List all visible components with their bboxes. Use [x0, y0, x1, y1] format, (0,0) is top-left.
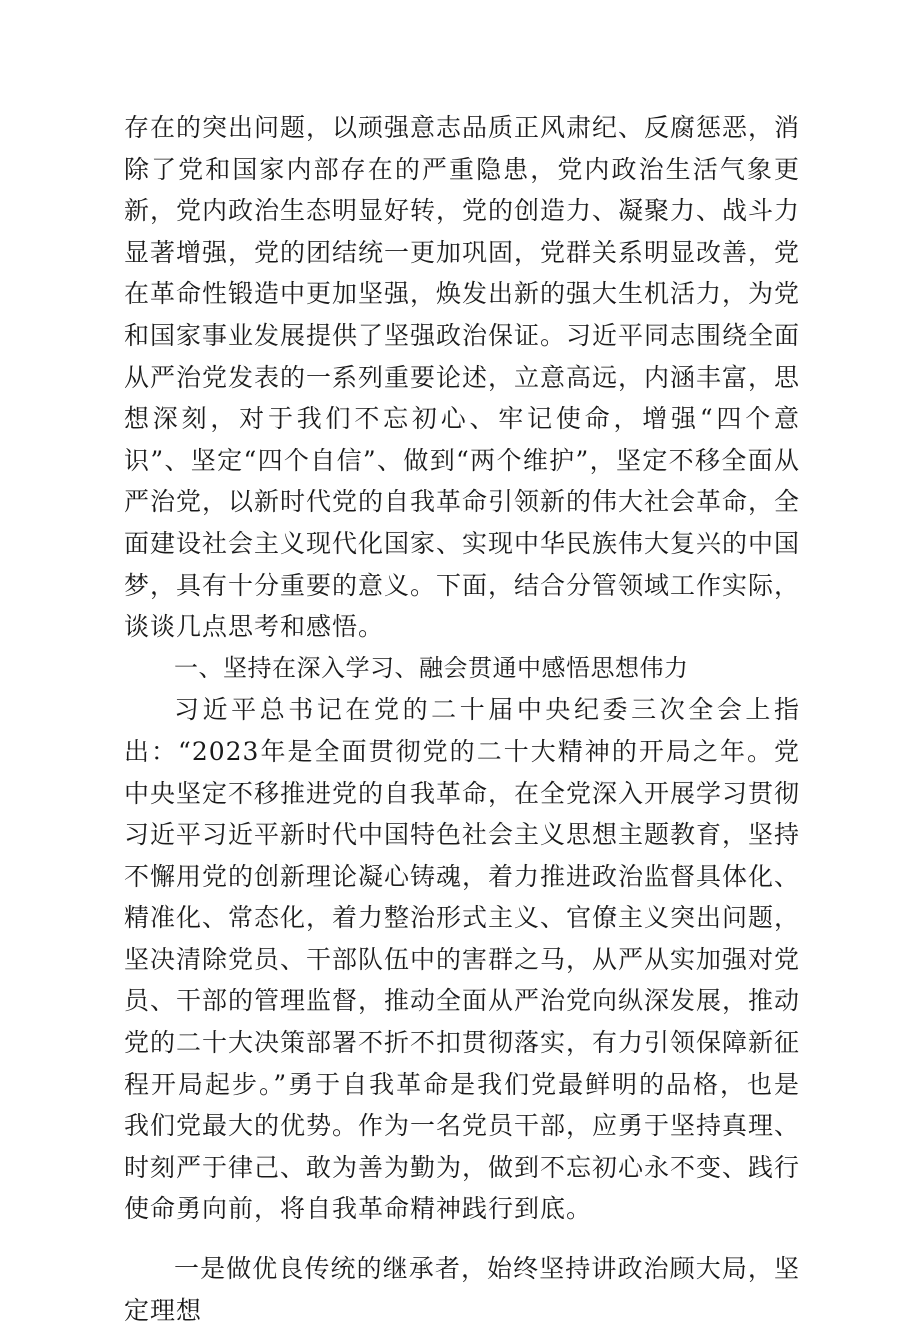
paragraph-spacer	[124, 1230, 800, 1248]
section-heading: 一、坚持在深入学习、融会贯通中感悟思想伟力	[174, 653, 689, 682]
document-body	[124, 107, 800, 1331]
paragraph-point-one: 一是做优良传统的继承者，始终坚持讲政治顾大局，坚定理想	[124, 1254, 800, 1325]
paragraph-continued: 存在的突出问题，以顽强意志品质正风肃纪、反腐惩恶，消除了党和国家内部存在的严重隐患，党内政治生活气象更新，党内政治生态明显好转，党的创造力、凝聚力、战斗力显著增强，党的团结统一更加巩固，党群关系明显改善，党在革命性锻造中更加坚强，焕发出新的强大生机活力，为党和国家事业发展提供了坚强政治保证。习近平同志围绕全面从严治党发表的一系列重要论述，立意高远，内涵丰富，思想深刻，对于我们不忘初心、牢记使命，增强“四个意识”、坚定“四个自信”、做到“两个维护”，坚定不移全面从严治党，以新时代党的自我革命引领新的伟大社会革命，全面建设社会主义现代化国家、实现中华民族伟大复兴的中国梦，具有十分重要的意义。下面，结合分管领域工作实际，谈谈几点思考和感悟。	[124, 113, 801, 642]
paragraph-quote: 习近平总书记在党的二十届中央纪委三次全会上指出：“2023年是全面贯彻党的二十大精神的开局之年。党中央坚定不移推进党的自我革命，在全党深入开展学习贯彻习近平习近平新时代中国特色社会主义思想主题教育，坚持不懈用党的创新理论凝心铸魂，着力推进政治监督具体化、精准化、常态化，着力整治形式主义、官僚主义突出问题，坚决清除党员、干部队伍中的害群之马，从严从实加强对党员、干部的管理监督，推动全面从严治党向纵深发展，推动党的二十大决策部署不折不扣贯彻落实，有力引领保障新征程开局起步。”勇于自我革命是我们党最鲜明的品格，也是我们党最大的优势。作为一名党员干部，应勇于坚持真理、时刻严于律己、敢为善为勤为，做到不忘初心永不变、践行使命勇向前，将自我革命精神践行到底。	[124, 695, 801, 1224]
